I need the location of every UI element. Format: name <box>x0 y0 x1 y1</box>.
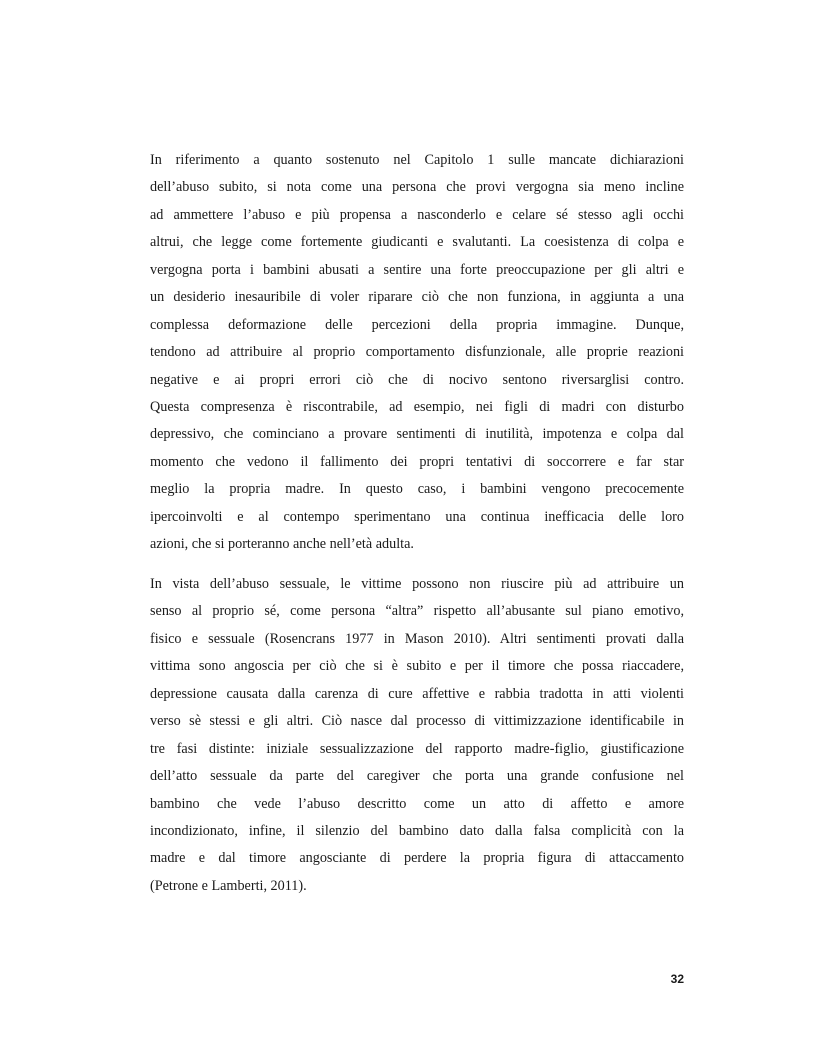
paragraph-line: altrui, che legge come fortemente giudicanti e svalutanti. La coesistenza di colpa e <box>150 234 684 251</box>
paragraph-line: verso sè stessi e gli altri. Ciò nasce dal processo di vittimizzazione identificabile in <box>150 713 684 730</box>
paragraph-line: fisico e sessuale (Rosencrans 1977 in Mason 2010). Altri sentimenti provati dalla <box>150 630 684 647</box>
paragraph-line: In vista dell’abuso sessuale, le vittime possono non riuscire più ad attribuire un <box>150 576 684 592</box>
paragraph-line: ad ammettere l’abuso e più propensa a nasconderlo e celare sé stesso agli occhi <box>150 206 684 223</box>
paragraph-line: depressivo, che cominciano a provare sentimenti di inutilità, impotenza e colpa dal <box>150 426 684 443</box>
paragraph-line: un desiderio inesauribile di voler riparare ciò che non funziona, in aggiunta a una <box>150 289 684 306</box>
paragraph-line: tendono ad attribuire al proprio comportamento disfunzionale, alle proprie reazioni <box>150 344 684 361</box>
paragraph-line: azioni, che si porteranno anche nell’età adulta. <box>150 536 414 553</box>
body-paragraph-1 <box>150 147 684 559</box>
body-paragraph-2 <box>150 571 684 900</box>
paragraph-line: meglio la propria madre. In questo caso, i bambini vengono precocemente <box>150 481 684 498</box>
paragraph-line: complessa deformazione delle percezioni della propria immagine. Dunque, <box>150 316 684 333</box>
paragraph-line: Questa compresenza è riscontrabile, ad esempio, nei figli di madri con disturbo <box>150 398 684 415</box>
paragraph-line: madre e dal timore angosciante di perdere la propria figura di attaccamento <box>150 850 684 867</box>
paragraph-line: In riferimento a quanto sostenuto nel Capitolo 1 sulle mancate dichiarazioni <box>150 152 684 168</box>
paragraph-line: depressione causata dalla carenza di cure affettive e rabbia tradotta in atti violenti <box>150 685 684 702</box>
paragraph-line: incondizionato, infine, il silenzio del bambino dato dalla falsa complicità con la <box>150 822 684 839</box>
paragraph-line: senso al proprio sé, come persona “altra” rispetto all’abusante sul piano emotivo, <box>150 603 684 620</box>
paragraph-line: vergogna porta i bambini abusati a sentire una forte preoccupazione per gli altri e <box>150 261 684 278</box>
paragraph-line: dell’atto sessuale da parte del caregiver che porta una grande confusione nel <box>150 768 684 785</box>
paragraph-line: tre fasi distinte: iniziale sessualizzazione del rapporto madre-figlio, giustificazione <box>150 740 684 757</box>
paragraph-line: vittima sono angoscia per ciò che si è subito e per il timore che possa riaccadere, <box>150 658 684 675</box>
paragraph-line: bambino che vede l’abuso descritto come un atto di affetto e amore <box>150 795 684 812</box>
paragraph-line: negative e ai propri errori ciò che di nocivo sentono riversarglisi contro. <box>150 371 684 388</box>
paragraph-line: ipercoinvolti e al contempo sperimentano una continua inefficacia delle loro <box>150 508 684 525</box>
paragraph-line: momento che vedono il fallimento dei propri tentativi di soccorrere e far star <box>150 453 684 470</box>
paragraph-line: dell’abuso subito, si nota come una persona che provi vergogna sia meno incline <box>150 179 684 196</box>
page-number: 32 <box>670 972 684 986</box>
paragraph-line: (Petrone e Lamberti, 2011). <box>150 877 307 894</box>
